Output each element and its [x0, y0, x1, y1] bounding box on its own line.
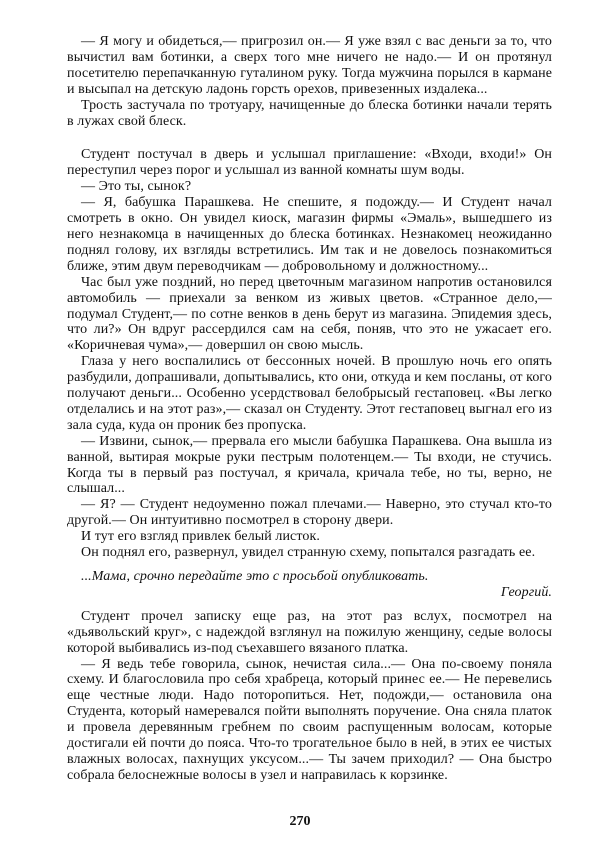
paragraph: Студент постучал в дверь и услышал приглашение: «Входи, входи!» Он переступил через порог и услышал из ванной комнаты шум воды. [67, 147, 552, 179]
note-signature: Георгий. [500, 584, 552, 600]
paragraph: Глаза у него воспалились от бессонных ночей. В прошлую ночь его опять разбудили, допрашивали, допытывались, кто они, откуда и кем посланы, от кого получают деньги... Особенно усердствовал белобрысый гестаповец. «Вы легко отделались и на этот раз»,— сказал он Студенту. Этот гестаповец выгнал его из зала суда, куда он проник без пропуска. [67, 354, 552, 433]
paragraph: — Я? — Студент недоуменно пожал плечами.— Наверно, это стучал кто-то другой.— Он интуитивно посмотрел в сторону двери. [67, 497, 552, 529]
paragraph: — Я могу и обидеться,— пригрозил он.— Я уже взял с вас деньги за то, что вычистил вам ботинки, а сверх того мне ничего не надо.— И он протянул посетителю перепачканную гуталином руку. Тогда мужчина порылся в кармане и высыпал на детскую ладонь горсть орехов, привезенных издалека... [67, 34, 552, 97]
paragraph: — Это ты, сынок? [81, 179, 192, 195]
spacer [67, 561, 552, 569]
spacer [67, 601, 552, 609]
section-break [67, 129, 552, 147]
paragraph: — Я, бабушка Парашкева. Не спешите, я подожду.— И Студент начал смотреть в окно. Он увидел киоск, магазин фирмы «Эмаль», вышедшего из него незнакомца в начищенных до блеска ботинках. Незнакомец неожиданно поднял голову, их взгляды встретились. Им так и не довелось познакомиться ближе, этим двум переводчикам — добровольному и должностному... [67, 195, 552, 274]
italic-note: ...Мама, срочно передайте это с просьбой опубликовать. [81, 569, 429, 584]
paragraph: Он поднял его, развернул, увидел странную схему, попытался разгадать ее. [81, 545, 536, 561]
paragraph: И тут его взгляд привлек белый листок. [81, 529, 320, 545]
book-page-text [67, 34, 552, 784]
paragraph: Трость застучала по тротуару, начищенные до блеска ботинки начали терять в лужах свой блеск. [67, 97, 552, 129]
page-number: 270 [289, 814, 311, 829]
paragraph: — Я ведь тебе говорила, сынок, нечистая сила...— Она по-своему поняла схему. И благословила про себя храбреца, который принес ее.— Не перевелись еще честные люди. Надо поторопиться. Нет, подожди,— остановила она Студента, который намеревался пойти выполнять поручение. Она сняла платок и провела деревянным гребнем по своим распущенным волосам, которые достигали ей почти до пояса. Что-то трогательное было в ней, в этих ее чистых влажных волосах, пахнущих уксусом...— Ты зачем приходил? — Она быстро собрала белоснежные волосы в узел и направилась к корзинке. [67, 656, 552, 783]
paragraph: Час был уже поздний, но перед цветочным магазином напротив остановился автомобиль — приехали за венком из живых цветов. «Странное дело,— подумал Студент,— по сотне венков в день берут из магазина. Эпидемия здесь, что ли?» Он вдруг рассердился сам на себя, поняв, что это не ужасает его. «Коричневая чума»,— довершил он свою мысль. [67, 274, 552, 354]
paragraph: Студент прочел записку еще раз, на этот раз вслух, посмотрел на «дьявольский круг», с надеждой взглянул на пожилую женщину, седые волосы которой выбивались из-под съехавшего вязаного платка. [67, 608, 552, 656]
paragraph: — Извини, сынок,— прервала его мысли бабушка Парашкева. Она вышла из ванной, вытирая мокрые руки пестрым полотенцем.— Ты входи, не стучись. Когда ты в первый раз постучал, я кричала, кричала тебе, но ты, верно, не слышал... [67, 433, 552, 497]
